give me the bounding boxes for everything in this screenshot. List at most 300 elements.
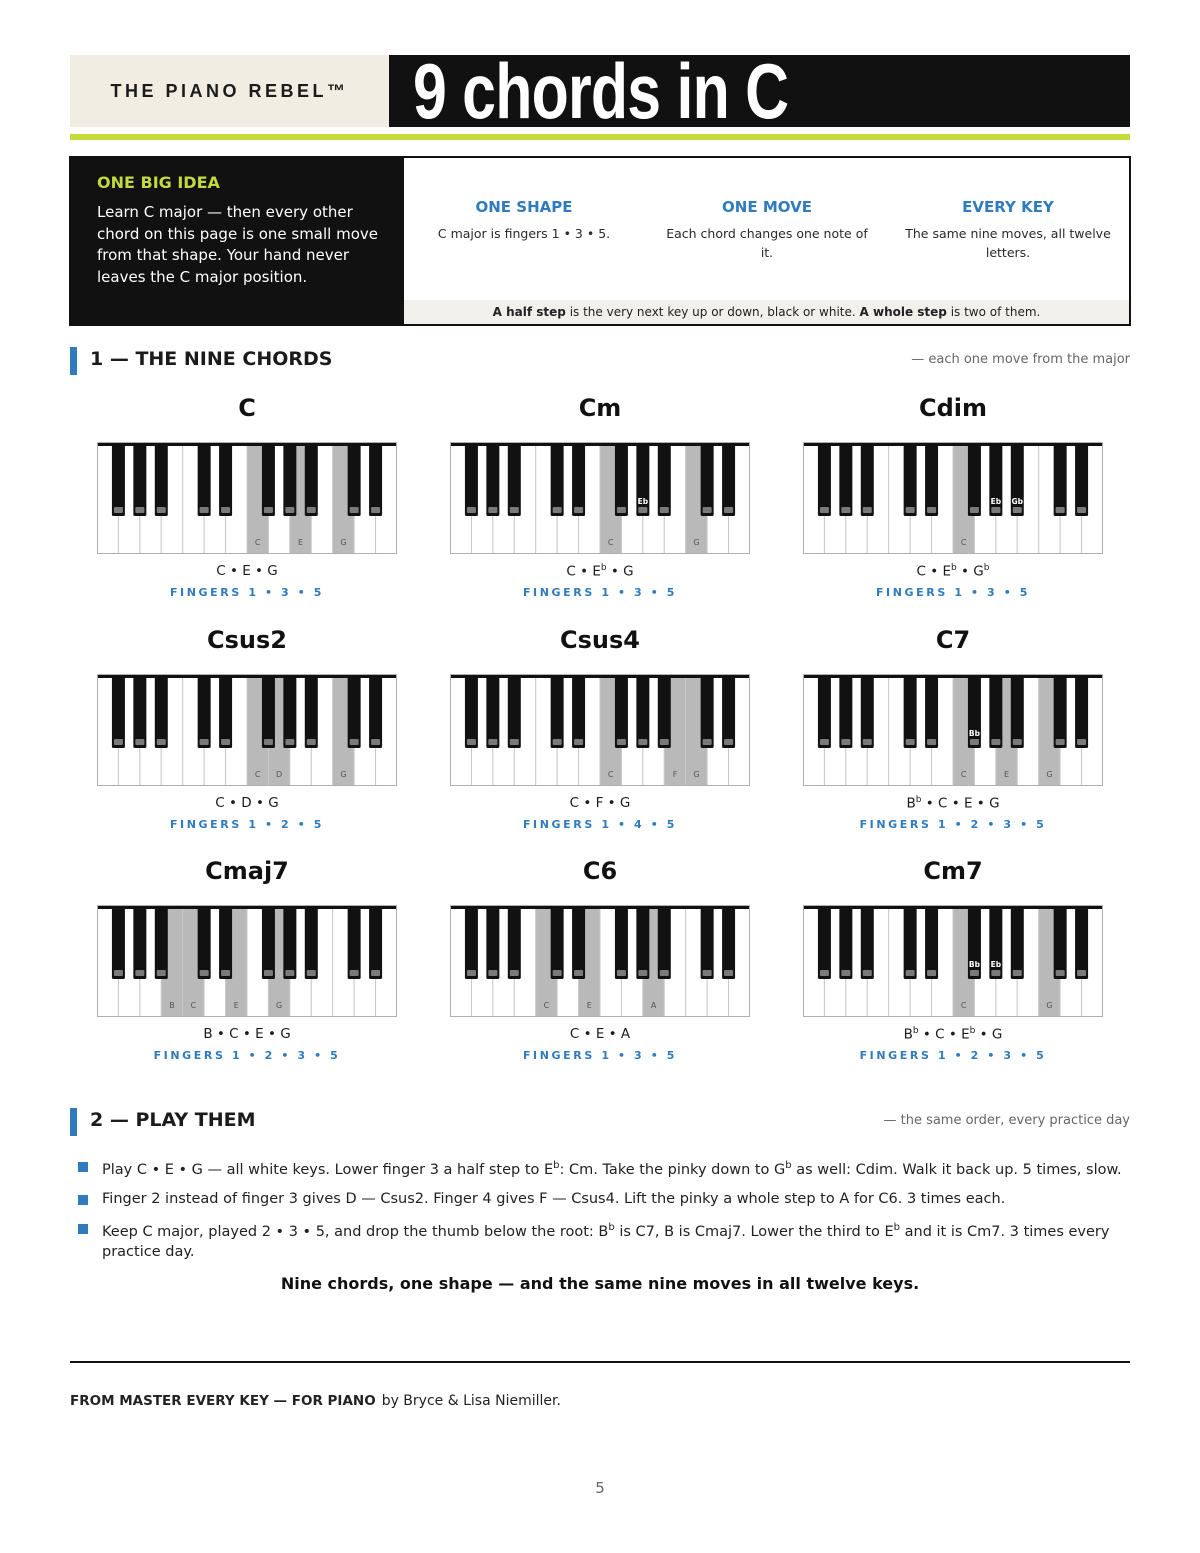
black-key-tip <box>1056 739 1065 745</box>
tagline: Nine chords, one shape — and the same nine moves in all twelve keys. <box>280 1274 920 1293</box>
section-title: 1 — THE NINE CHORDS <box>90 348 333 370</box>
practice-step: Finger 2 instead of finger 3 gives D — Csus2. Finger 4 gives F — Csus4. Lift the pinky a whole step to A for C6. 3 times each. <box>76 1189 1130 1209</box>
black-key <box>262 677 275 748</box>
chord-fingering: FINGERS 1 • 3 • 5 <box>169 586 325 599</box>
section-title: 2 — PLAY THEM <box>90 1109 256 1131</box>
black-key-tip <box>1077 739 1086 745</box>
key-label: G <box>693 770 700 779</box>
black-key-tip <box>1077 970 1086 976</box>
chord-fingering: FINGERS 1 • 2 • 3 • 5 <box>859 818 1047 831</box>
black-key <box>198 677 211 748</box>
key-label: E <box>298 538 304 547</box>
black-key <box>904 908 917 979</box>
black-key <box>348 445 361 516</box>
chord-diagram <box>97 857 397 1072</box>
piano-keyboard <box>97 905 397 1017</box>
step-definition-note <box>404 300 1129 324</box>
black-key <box>925 677 938 748</box>
black-key <box>369 677 382 748</box>
black-key-tip <box>820 970 829 976</box>
brand-label: THE PIANO REBEL™ <box>70 55 389 127</box>
key-label: Eb <box>637 497 649 506</box>
black-key <box>198 445 211 516</box>
black-key-tip <box>574 739 583 745</box>
black-key <box>305 908 318 979</box>
black-key <box>262 445 275 516</box>
black-key-tip <box>285 739 294 745</box>
key-label: G <box>340 770 347 779</box>
black-key-tip <box>371 970 380 976</box>
chord-diagram <box>450 626 750 841</box>
black-key <box>722 445 735 516</box>
black-key-tip <box>638 970 647 976</box>
key-label: C <box>254 538 261 547</box>
key-label: G <box>1046 1001 1053 1010</box>
page-title: 9 chords in C <box>413 55 789 127</box>
black-key-tip <box>264 970 273 976</box>
black-key-tip <box>863 739 872 745</box>
black-key <box>283 908 296 979</box>
key-label: C <box>960 538 967 547</box>
black-key-tip <box>157 507 166 513</box>
black-key <box>486 677 499 748</box>
black-key <box>1054 908 1067 979</box>
piano-keyboard <box>97 674 397 786</box>
flat-sign: b <box>983 563 990 573</box>
black-key <box>155 445 168 516</box>
black-key-tip <box>553 507 562 513</box>
black-key-tip <box>970 970 979 976</box>
key-label: C <box>607 770 614 779</box>
key-label: Eb <box>990 497 1002 506</box>
header-divider <box>70 134 1130 140</box>
black-key <box>112 677 125 748</box>
black-key <box>198 908 211 979</box>
chord-diagram <box>97 626 397 841</box>
black-key-tip <box>307 507 316 513</box>
black-key <box>283 677 296 748</box>
chord-fingering: FINGERS 1 • 3 • 5 <box>875 586 1031 599</box>
black-key-tip <box>264 739 273 745</box>
black-key-tip <box>660 739 669 745</box>
footer-source: FROM MASTER EVERY KEY — FOR PIANO <box>70 1393 376 1409</box>
black-key-tip <box>264 507 273 513</box>
black-key-tip <box>1013 739 1022 745</box>
section-marker <box>70 1108 77 1136</box>
black-key-tip <box>200 507 209 513</box>
practice-step: Keep C major, played 2 • 3 • 5, and drop the thumb below the root: $B^b$ is C7, B is Cmaj7. Lower the third to $E^b$ and it is Cm7. 3 times every practice day. <box>76 1218 1130 1262</box>
black-key <box>572 445 585 516</box>
idea-column-key <box>903 198 1113 262</box>
black-key-tip <box>221 970 230 976</box>
black-key-tip <box>906 507 915 513</box>
black-key-tip <box>467 507 476 513</box>
chord-notes: C • $E^b$ • G <box>566 563 634 580</box>
chord-fingering: FINGERS 1 • 2 • 3 • 5 <box>153 1049 341 1062</box>
black-key <box>486 445 499 516</box>
black-key <box>839 677 852 748</box>
black-key <box>989 677 1002 748</box>
black-key-tip <box>863 507 872 513</box>
black-key <box>636 677 649 748</box>
black-key-tip <box>1077 507 1086 513</box>
chord-notes: C • F • G <box>569 795 631 811</box>
key-label: G <box>340 538 347 547</box>
black-key-tip <box>467 970 476 976</box>
chord-notes: C • E • G <box>216 563 278 579</box>
black-key <box>155 908 168 979</box>
practice-list <box>76 1156 1130 1271</box>
chord-diagram <box>450 394 750 609</box>
chord-name: Csus2 <box>207 626 287 654</box>
square-bullet-icon <box>78 1162 88 1172</box>
black-key <box>615 908 628 979</box>
key-label: Gb <box>1011 497 1024 506</box>
black-key-tip <box>574 507 583 513</box>
black-key-tip <box>488 739 497 745</box>
chord-fingering: FINGERS 1 • 3 • 5 <box>522 586 678 599</box>
idea-column-text: Each chord changes one note of it. <box>666 226 868 260</box>
key-label: C <box>960 770 967 779</box>
black-key <box>722 908 735 979</box>
black-key <box>658 908 671 979</box>
black-key <box>658 445 671 516</box>
black-key-tip <box>991 970 1000 976</box>
black-key-tip <box>135 739 144 745</box>
big-idea-panel <box>71 158 404 324</box>
black-key <box>369 445 382 516</box>
black-key-tip <box>285 970 294 976</box>
black-key-tip <box>906 739 915 745</box>
key-label: Eb <box>990 960 1002 969</box>
chord-diagram <box>803 857 1103 1072</box>
black-key-tip <box>927 739 936 745</box>
black-key <box>486 908 499 979</box>
idea-column-text: C major is fingers 1 • 3 • 5. <box>437 226 611 241</box>
idea-column-move <box>662 198 872 262</box>
flat-sign: b <box>600 563 607 573</box>
key-label: E <box>1004 770 1010 779</box>
black-key-tip <box>820 739 829 745</box>
black-key <box>861 677 874 748</box>
black-key <box>219 677 232 748</box>
black-key-tip <box>114 507 123 513</box>
idea-column-heading: EVERY KEY <box>962 198 1054 216</box>
chord-diagram <box>803 394 1103 609</box>
square-bullet-icon <box>78 1224 88 1234</box>
black-key-tip <box>991 739 1000 745</box>
piano-keyboard <box>803 905 1103 1017</box>
chord-fingering: FINGERS 1 • 3 • 5 <box>522 1049 678 1062</box>
chord-diagram <box>450 857 750 1072</box>
black-key-tip <box>660 970 669 976</box>
key-label: C <box>960 1001 967 1010</box>
black-key-tip <box>724 507 733 513</box>
black-key <box>572 908 585 979</box>
key-label: C <box>607 538 614 547</box>
black-key-tip <box>467 739 476 745</box>
idea-column-text: The same nine moves, all twelve letters. <box>905 226 1111 260</box>
big-idea-box <box>69 156 1131 326</box>
black-key-tip <box>510 507 519 513</box>
chord-name: C6 <box>582 857 618 885</box>
black-key <box>904 677 917 748</box>
key-label: C <box>190 1001 197 1010</box>
black-key <box>283 445 296 516</box>
black-key <box>925 445 938 516</box>
black-key <box>551 908 564 979</box>
section-play-them <box>70 1107 1130 1137</box>
black-key <box>305 445 318 516</box>
page-header <box>70 55 1130 127</box>
black-key <box>1011 677 1024 748</box>
black-key-tip <box>157 970 166 976</box>
chord-name: Csus4 <box>560 626 640 654</box>
key-label: E <box>233 1001 239 1010</box>
flat-sign: b <box>912 1026 919 1036</box>
flat-sign: b <box>969 1026 976 1036</box>
whole-step-text: is two of them. <box>946 305 1041 319</box>
black-key <box>551 445 564 516</box>
chord-fingering: FINGERS 1 • 4 • 5 <box>522 818 678 831</box>
black-key <box>636 908 649 979</box>
chord-name: Cdim <box>918 394 988 422</box>
black-key <box>839 445 852 516</box>
black-key-tip <box>371 507 380 513</box>
piano-keyboard <box>450 905 750 1017</box>
black-key-tip <box>703 507 712 513</box>
flat-sign: b <box>915 795 922 805</box>
black-key <box>722 677 735 748</box>
black-key-tip <box>157 739 166 745</box>
black-key-tip <box>510 739 519 745</box>
black-key-tip <box>841 970 850 976</box>
black-key-tip <box>350 739 359 745</box>
idea-column-shape <box>419 198 629 243</box>
key-label: Bb <box>968 729 980 738</box>
big-idea-heading: ONE BIG IDEA <box>97 173 220 192</box>
chord-name: Cm <box>578 394 622 422</box>
black-key-tip <box>906 970 915 976</box>
black-key-tip <box>1056 507 1065 513</box>
black-key <box>1054 677 1067 748</box>
chord-notes: C • $E^b$ • $G^b$ <box>916 563 990 580</box>
black-key <box>508 445 521 516</box>
key-label: D <box>276 770 283 779</box>
black-key-tip <box>820 507 829 513</box>
black-key <box>701 677 714 748</box>
page-number: 5 <box>595 1479 605 1497</box>
piano-keyboard <box>803 674 1103 786</box>
chord-name: C7 <box>935 626 971 654</box>
black-key <box>861 908 874 979</box>
piano-keyboard <box>450 674 750 786</box>
black-key <box>219 445 232 516</box>
practice-step: Play C • E • G — all white keys. Lower finger 3 a half step to $E^b$: Cm. Take the pinky down to $G^b$ as well: Cdim. Walk it back up. 5 times, slow. <box>76 1156 1130 1180</box>
black-key <box>1075 677 1088 748</box>
black-key-tip <box>617 970 626 976</box>
black-key-tip <box>841 507 850 513</box>
title-bar <box>389 55 1130 127</box>
black-key <box>572 677 585 748</box>
key-label: F <box>672 770 678 779</box>
key-label: E <box>586 1001 592 1010</box>
black-key <box>1011 908 1024 979</box>
section-note: — the same order, every practice day <box>883 1113 1130 1128</box>
black-key <box>615 445 628 516</box>
black-key-tip <box>927 970 936 976</box>
black-key-tip <box>638 507 647 513</box>
chord-diagram <box>803 626 1103 841</box>
black-key-tip <box>307 970 316 976</box>
black-key-tip <box>510 970 519 976</box>
section-nine-chords <box>70 346 1130 376</box>
black-key <box>818 677 831 748</box>
chord-name: C <box>238 394 256 422</box>
black-key-tip <box>970 507 979 513</box>
black-key-tip <box>488 507 497 513</box>
black-key <box>348 677 361 748</box>
chord-name: Cm7 <box>923 857 983 885</box>
black-key-tip <box>553 970 562 976</box>
black-key <box>925 908 938 979</box>
section-marker <box>70 347 77 375</box>
footer-credit <box>70 1393 561 1409</box>
black-key-tip <box>703 739 712 745</box>
square-bullet-icon <box>78 1195 88 1205</box>
black-key <box>112 908 125 979</box>
idea-column-heading: ONE SHAPE <box>475 198 573 216</box>
black-key-tip <box>927 507 936 513</box>
black-key-tip <box>114 970 123 976</box>
piano-keyboard <box>803 442 1103 554</box>
black-key <box>508 908 521 979</box>
flat-sign: b <box>951 563 957 573</box>
black-key-tip <box>307 739 316 745</box>
piano-keyboard <box>97 442 397 554</box>
black-key <box>219 908 232 979</box>
whole-step-term: A whole step <box>859 305 947 319</box>
chord-notes: C • D • G <box>215 795 279 811</box>
black-key <box>818 445 831 516</box>
black-key <box>615 677 628 748</box>
black-key-tip <box>553 739 562 745</box>
black-key-tip <box>660 507 669 513</box>
black-key-tip <box>1013 507 1022 513</box>
black-key <box>551 677 564 748</box>
black-key-tip <box>703 970 712 976</box>
black-key <box>701 445 714 516</box>
black-key-tip <box>617 507 626 513</box>
key-label: G <box>693 538 700 547</box>
key-label: B <box>169 1001 175 1010</box>
black-key-tip <box>221 507 230 513</box>
black-key <box>839 908 852 979</box>
black-key <box>701 908 714 979</box>
black-key <box>348 908 361 979</box>
black-key-tip <box>724 970 733 976</box>
black-key <box>658 677 671 748</box>
idea-columns <box>404 158 1129 300</box>
chord-notes: B • C • E • G <box>203 1026 291 1042</box>
black-key-tip <box>371 739 380 745</box>
black-key-tip <box>200 739 209 745</box>
black-key-tip <box>638 739 647 745</box>
black-key <box>155 677 168 748</box>
piano-keyboard <box>450 442 750 554</box>
black-key <box>465 908 478 979</box>
black-key-tip <box>970 739 979 745</box>
chord-fingering: FINGERS 1 • 2 • 3 • 5 <box>859 1049 1047 1062</box>
black-key <box>112 445 125 516</box>
black-key <box>262 908 275 979</box>
key-label: A <box>650 1001 657 1010</box>
chord-name: Cmaj7 <box>205 857 289 885</box>
black-key <box>1075 445 1088 516</box>
black-key <box>465 445 478 516</box>
black-key <box>133 908 146 979</box>
black-key-tip <box>574 970 583 976</box>
black-key-tip <box>221 739 230 745</box>
black-key-tip <box>991 507 1000 513</box>
chord-diagram <box>97 394 397 609</box>
black-key <box>968 445 981 516</box>
key-label: C <box>254 770 261 779</box>
big-idea-text: Learn C major — then every other chord on this page is one small move from that shape. Your hand never leaves the C major position. <box>97 203 378 286</box>
black-key <box>1075 908 1088 979</box>
key-label: Bb <box>968 960 980 969</box>
black-key <box>133 445 146 516</box>
idea-column-heading: ONE MOVE <box>722 198 812 216</box>
key-label: G <box>276 1001 283 1010</box>
black-key-tip <box>617 739 626 745</box>
black-key-tip <box>135 970 144 976</box>
chord-notes: C • E • A <box>569 1026 631 1042</box>
black-key <box>1054 445 1067 516</box>
footer-divider <box>70 1361 1130 1363</box>
black-key-tip <box>863 970 872 976</box>
black-key-tip <box>1056 970 1065 976</box>
chord-fingering: FINGERS 1 • 2 • 5 <box>169 818 325 831</box>
black-key-tip <box>114 739 123 745</box>
black-key <box>465 677 478 748</box>
black-key-tip <box>488 970 497 976</box>
half-step-term: A half step <box>492 305 566 319</box>
section-note: — each one move from the major <box>911 352 1130 367</box>
black-key-tip <box>135 507 144 513</box>
key-label: G <box>1046 770 1053 779</box>
chord-notes: $B^b$ • C • E • G <box>906 795 1000 812</box>
black-key-tip <box>285 507 294 513</box>
black-key-tip <box>841 739 850 745</box>
black-key-tip <box>1013 970 1022 976</box>
black-key <box>818 908 831 979</box>
black-key-tip <box>200 970 209 976</box>
black-key-tip <box>724 739 733 745</box>
half-step-text: is the very next key up or down, black or white. <box>565 305 860 319</box>
chord-notes: $B^b$ • C • $E^b$ • G <box>903 1026 1003 1043</box>
black-key-tip <box>350 970 359 976</box>
black-key <box>133 677 146 748</box>
black-key <box>305 677 318 748</box>
black-key-tip <box>350 507 359 513</box>
footer-authors: by Bryce & Lisa Niemiller. <box>381 1393 561 1409</box>
black-key <box>904 445 917 516</box>
black-key <box>508 677 521 748</box>
black-key <box>369 908 382 979</box>
black-key <box>861 445 874 516</box>
key-label: C <box>543 1001 550 1010</box>
